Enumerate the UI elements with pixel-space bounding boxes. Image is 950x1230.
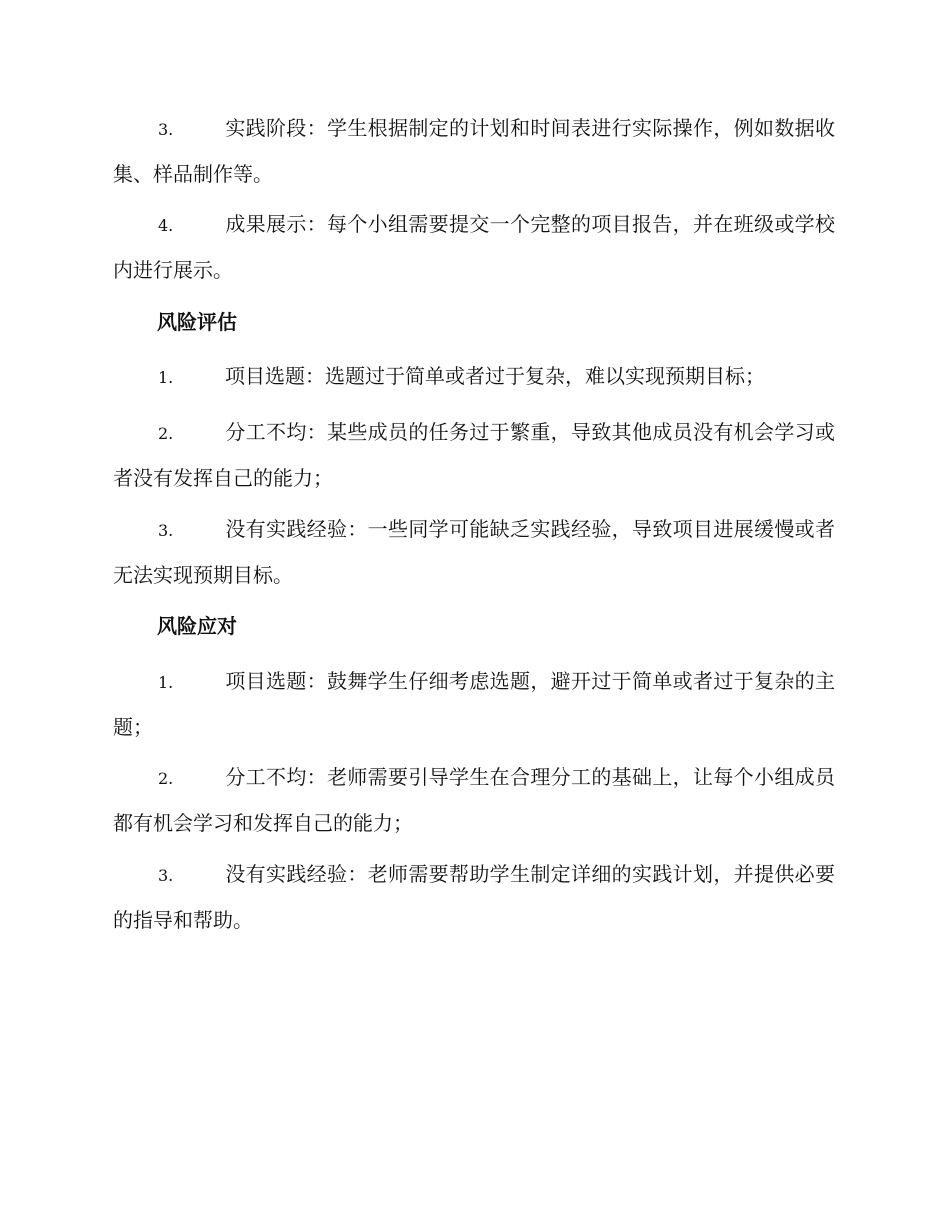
list-item-number: 2.	[158, 424, 174, 443]
list-item-text: 分工不均：老师需要引导学生在合理分工的基础上，让每个小组成员都有机会学习和发挥自己的能力；	[113, 765, 835, 835]
section-heading-risk-assessment: 风险评估	[157, 310, 237, 334]
list-item-text: 没有实践经验：老师需要帮助学生制定详细的实践计划，并提供必要的指导和帮助。	[113, 862, 835, 932]
list-item-text: 没有实践经验：一些同学可能缺乏实践经验，导致项目进展缓慢或者无法实现预期目标。	[113, 517, 835, 587]
list-item	[113, 755, 835, 845]
list-item-number: 4.	[158, 216, 174, 235]
list-item-text: 成果展示：每个小组需要提交一个完整的项目报告，并在班级或学校内进行展示。	[113, 212, 835, 282]
list-item	[113, 659, 835, 749]
list-item	[113, 507, 835, 597]
list-item-number: 3.	[158, 521, 174, 540]
list-item-number: 3.	[158, 866, 174, 885]
list-item-number: 1.	[158, 368, 174, 387]
list-item-text: 分工不均：某些成员的任务过于繁重，导致其他成员没有机会学习或者没有发挥自己的能力；	[113, 420, 835, 490]
list-item	[113, 106, 835, 196]
list-item-text: 项目选题：选题过于简单或者过于复杂，难以实现预期目标；	[225, 364, 765, 388]
list-item-number: 1.	[158, 673, 174, 692]
list-item-text: 项目选题：鼓舞学生仔细考虑选题，避开过于简单或者过于复杂的主题；	[113, 669, 835, 739]
section-heading-risk-response: 风险应对	[157, 614, 237, 638]
list-item-text: 实践阶段：学生根据制定的计划和时间表进行实际操作，例如数据收集、样品制作等。	[113, 116, 835, 186]
list-item	[113, 202, 835, 292]
list-item-number: 2.	[158, 769, 174, 788]
list-item	[113, 354, 835, 400]
list-item-number: 3.	[158, 120, 174, 139]
list-item	[113, 852, 835, 942]
list-item	[113, 410, 835, 500]
